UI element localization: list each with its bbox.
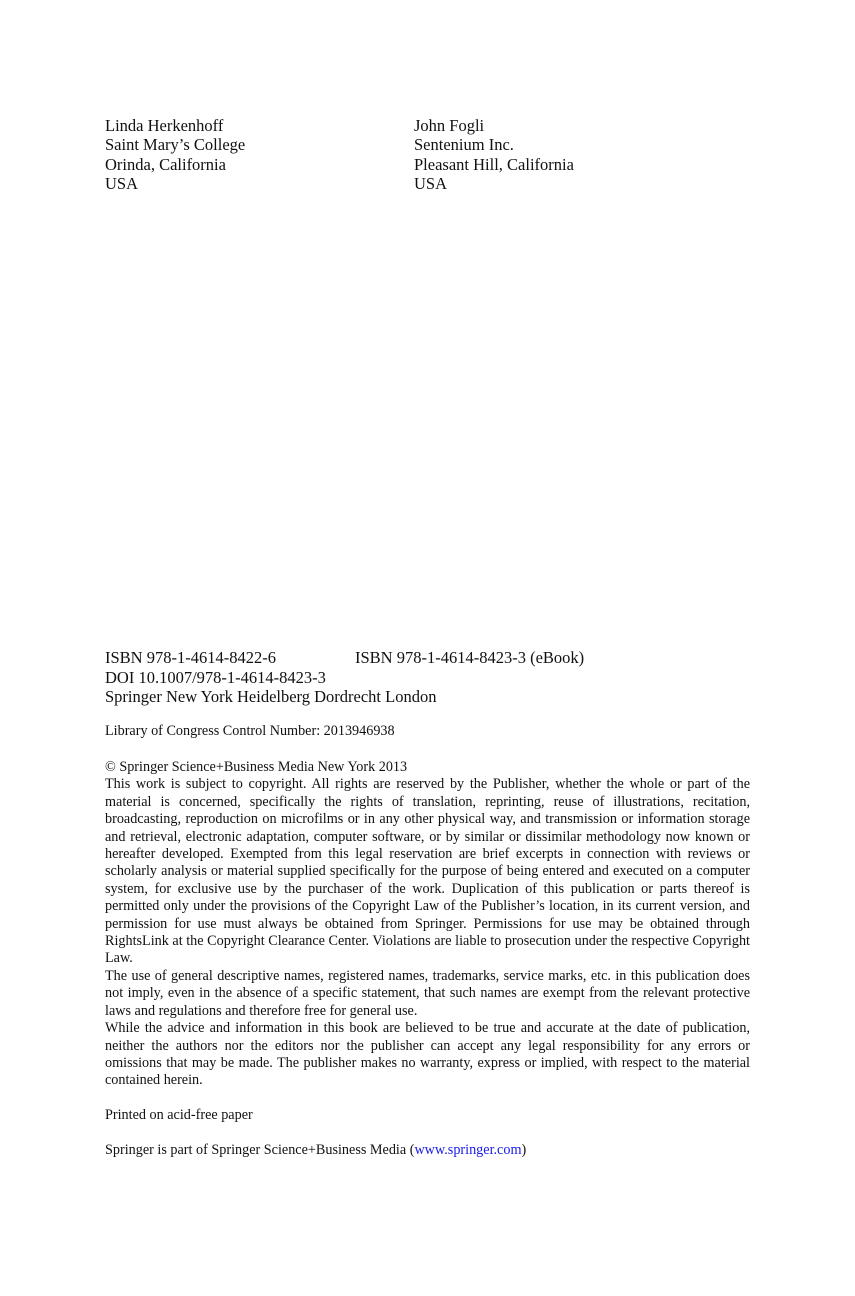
author-location: Orinda, California <box>105 154 226 174</box>
isbn-print: ISBN 978-1-4614-8422-6 <box>105 648 276 667</box>
springer-footer <box>105 1142 750 1159</box>
author-block-2 <box>414 116 574 193</box>
copyright-paragraph-trademarks: The use of general descriptive names, registered names, trademarks, service marks, etc. in this publication does not imply, even in the absence of a specific statement, that such names are exempt from the relevant protective laws and regulations and therefore free for general use. <box>105 967 750 1019</box>
author-affiliation: Sentenium Inc. <box>414 135 514 155</box>
author-name: John Fogli <box>414 116 485 135</box>
isbn-row <box>105 648 750 668</box>
springer-footer-prefix: Springer is part of Springer Science+Business Media ( <box>105 1142 415 1158</box>
author-country: USA <box>414 173 448 193</box>
author-block-1 <box>105 116 245 193</box>
springer-footer-suffix: ) <box>521 1142 527 1158</box>
author-affiliation: Saint Mary’s College <box>105 135 246 155</box>
publication-info <box>105 648 750 707</box>
isbn-ebook: ISBN 978-1-4614-8423-3 (eBook) <box>355 648 585 667</box>
library-of-congress-number: Library of Congress Control Number: 2013946938 <box>105 723 395 739</box>
publisher-cities: Springer New York Heidelberg Dordrecht London <box>105 687 437 707</box>
springer-website-link[interactable]: www.springer.com <box>414 1142 522 1158</box>
copyright-paragraph-rights: This work is subject to copyright. All rights are reserved by the Publisher, whether the whole or part of the material is concerned, specifically the rights of translation, reprinting, reuse of illustrations, recitation, broadcasting, reproduction on microfilms or in any other physical way, and transmission or information storage and retrieval, electronic adaptation, computer software, or by similar or dissimilar methodology now known or hereafter developed. Exempted from this legal reservation are brief excerpts in connection with reviews or scholarly analysis or material supplied specifically for the purpose of being entered and executed on a computer system, for exclusive use by the purchaser of the work. Duplication of this publication or parts thereof is permitted only under the provisions of the Copyright Law of the Publisher’s location, in its current version, and permission for use must always be obtained from Springer. Permissions for use may be obtained through RightsLink at the Copyright Clearance Center. Violations are liable to prosecution under the respective Copyright Law. <box>105 776 750 967</box>
copyright-line: © Springer Science+Business Media New York 2013 <box>105 759 408 775</box>
doi: DOI 10.1007/978-1-4614-8423-3 <box>105 667 326 687</box>
author-country: USA <box>105 173 139 193</box>
copyright-notice <box>105 759 750 1090</box>
author-location: Pleasant Hill, California <box>414 154 574 174</box>
copyright-paragraph-disclaimer: While the advice and information in this book are believed to be true and accurate at the date of publication, neither the authors nor the editors nor the publisher can accept any legal responsibility for any errors or omissions that may be made. The publisher makes no warranty, express or implied, with respect to the material contained herein. <box>105 1020 750 1089</box>
acid-free-paper-note: Printed on acid-free paper <box>105 1107 253 1123</box>
author-name: Linda Herkenhoff <box>105 116 224 135</box>
